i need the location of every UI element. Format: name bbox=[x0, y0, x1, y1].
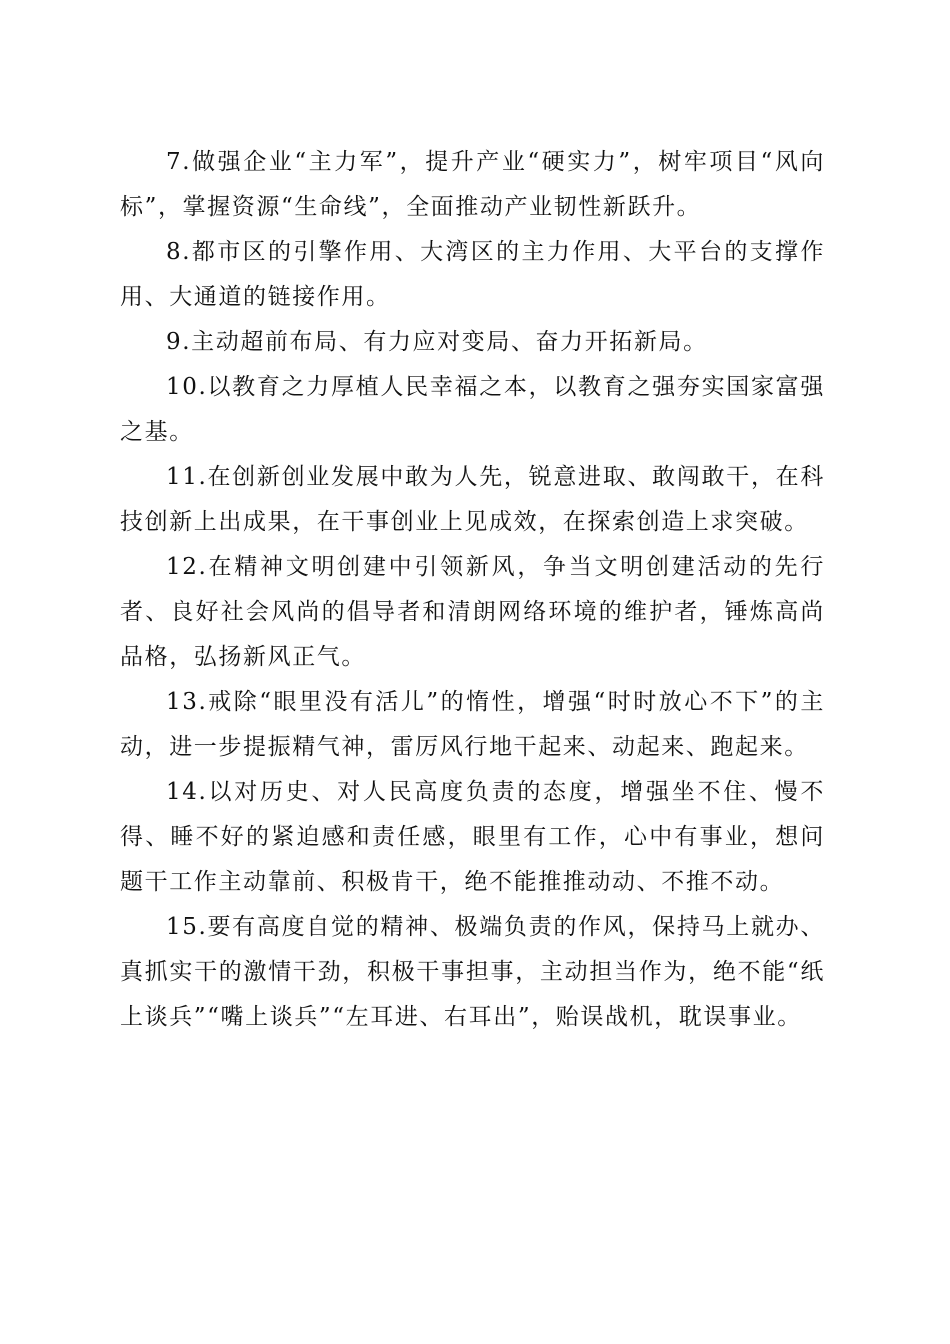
paragraph-15: 15.要有高度自觉的精神、极端负责的作风，保持马上就办、真抓实干的激情干劲，积极干事担事，主动担当作为，绝不能“纸上谈兵”“嘴上谈兵”“左耳进、右耳出”，贻误战机，耽误事业。 bbox=[120, 914, 825, 1030]
document-body bbox=[120, 140, 825, 1040]
paragraph-9: 9.主动超前布局、有力应对变局、奋力开拓新局。 bbox=[166, 329, 708, 355]
paragraph-13: 13.戒除“眼里没有活儿”的惰性，增强“时时放心不下”的主动，进一步提振精气神，雷厉风行地干起来、动起来、跑起来。 bbox=[120, 689, 825, 760]
paragraph-12: 12.在精神文明创建中引领新风，争当文明创建活动的先行者、良好社会风尚的倡导者和清朗网络环境的维护者，锤炼高尚品格，弘扬新风正气。 bbox=[120, 554, 825, 670]
paragraph-10: 10.以教育之力厚植人民幸福之本，以教育之强夯实国家富强之基。 bbox=[120, 374, 825, 445]
paragraph-7: 7.做强企业“主力军”，提升产业“硬实力”，树牢项目“风向标”，掌握资源“生命线”，全面推动产业韧性新跃升。 bbox=[120, 149, 825, 220]
paragraph-11: 11.在创新创业发展中敢为人先，锐意进取、敢闯敢干，在科技创新上出成果，在干事创业上见成效，在探索创造上求突破。 bbox=[120, 464, 825, 535]
paragraph-14: 14.以对历史、对人民高度负责的态度，增强坐不住、慢不得、睡不好的紧迫感和责任感，眼里有工作，心中有事业，想问题干工作主动靠前、积极肯干，绝不能推推动动、不推不动。 bbox=[120, 779, 825, 895]
paragraph-8: 8.都市区的引擎作用、大湾区的主力作用、大平台的支撑作用、大通道的链接作用。 bbox=[120, 239, 825, 310]
